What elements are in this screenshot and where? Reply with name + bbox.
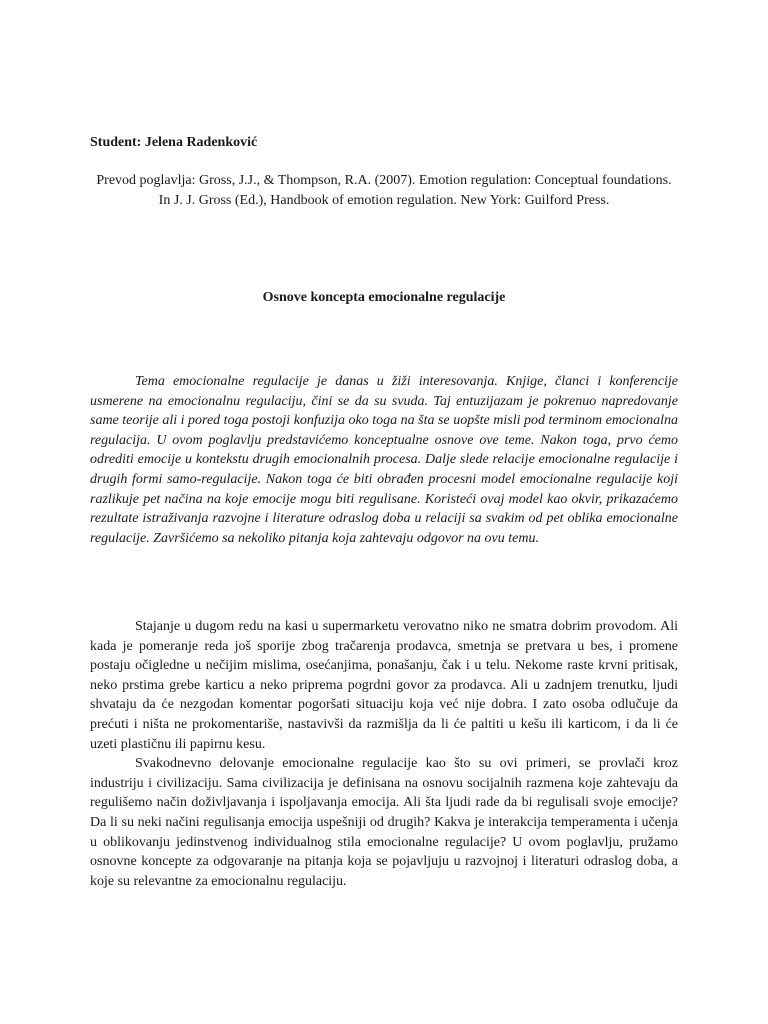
- abstract-paragraph: Tema emocionalne regulacije je danas u žiži interesovanja. Knjige, članci i konferencije usmerene na emocionalnu regulaciju, čini se da su svuda. Taj entuzijazam je pokrenuo napredovanje same teorije ali i pored toga postoji konfuzija oko toga na šta se uopšte misli pod terminom emocionalna regulacija. U ovom poglavlju predstavićemo konceptualne osnove ove teme. Nakon toga, prvo ćemo odrediti emocije u kontekstu drugih emocionalnih procesa. Dalje slede relacije emocionalne regulacije i drugih formi samo-regulacije. Nakon toga će biti obrađen procesni model emocionalne regulacije koji razlikuje pet načina na koje emocije mogu biti regulisane. Koristeći ovaj model kao okvir, prikazaćemo rezultate istraživanja razvojne i literature odraslog doba u relaciji sa svakim od pet oblika emocionalne regulacije. Završićemo sa nekoliko pitanja koja zahtevaju odgovor na ovu temu.: [90, 374, 678, 546]
- chapter-citation: Prevod poglavlja: Gross, J.J., & Thompson, R.A. (2007). Emotion regulation: Conceptual foundations. In J. J. Gross (Ed.), Handbook of emotion regulation. New York: Guilford Press.: [96, 173, 672, 208]
- body-paragraph-1: Stajanje u dugom redu na kasi u supermarketu verovatno niko ne smatra dobrim provodom. Ali kada je pomeranje reda još sporije zbog tračarenja prodavca, smetnja se pretvara u bes, i promene postaju očigledne u nečijim mislima, osećanjima, ponašanju, čak i u telu. Nekome raste krvni pritisak, neko prstima grebe karticu a neko priprema pogrdni govor za prodavca. Ali u zadnjem trenutku, ljudi shvataju da će nezgodan komentar pogoršati situaciju koja već nije dobra. I zato osoba odlučuje da prećuti i ništa ne prokomentariše, nastavivši da razmišlja da li će paltiti u kešu ili karticom, i da li će uzeti plastičnu ili papirnu kesu.: [90, 619, 678, 752]
- body-text: [90, 617, 678, 891]
- body-paragraph-2: Svakodnevno delovanje emocionalne regulacije kao što su ovi primeri, se provlači kroz industriju i civilizaciju. Sama civilizacija je definisana na osnovu socijalnih razmena koje zahtevaju da regulišemo način doživljavanja i ispoljavanja emocija. Ali šta ljudi rade da bi regulisali svoje emocije? Da li su neki načini regulisanja emocija uspešniji od drugih? Kakva je interakcija temperamenta i učenja u oblikovanju jedinstvenog individualnog stila emocionalne regulacije? U ovom poglavlju, pružamo osnovne koncepte za odgovaranje na pitanja koja se pojavljuju u razvojnoj i literaturi odraslog doba, a koje su relevantne za emocionalnu regulaciju.: [90, 756, 678, 889]
- document-title: Osnove koncepta emocionalne regulacije: [262, 290, 506, 305]
- student-name: Student: Jelena Radenković: [90, 135, 258, 150]
